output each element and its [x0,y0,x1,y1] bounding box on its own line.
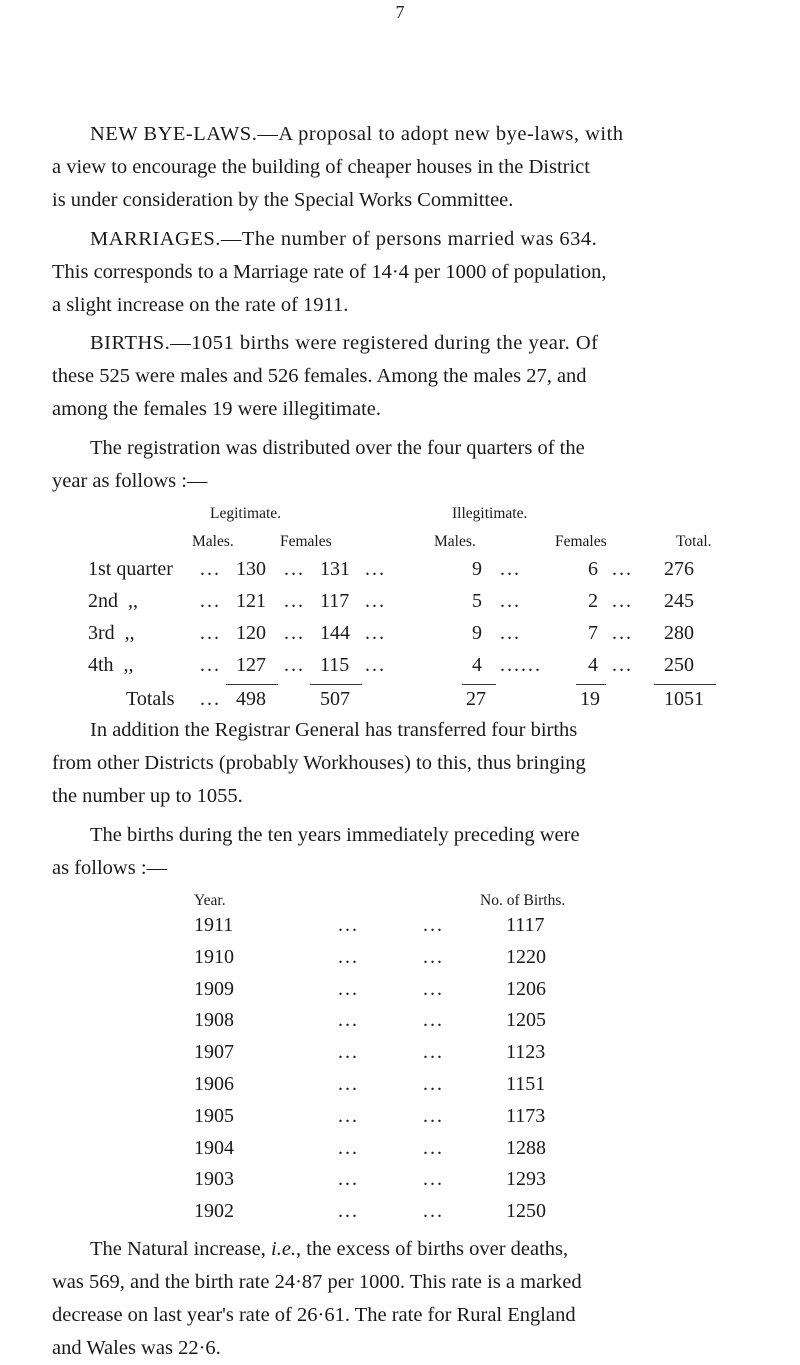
bye-laws-line-2: a view to encourage the building of cheaper houses in the District [52,156,590,178]
illegitimate-header: Illegitimate. [452,505,528,522]
leader-dots: ... [284,558,305,580]
leader-dots: ... [338,1200,359,1223]
leader-dots: ... [200,688,221,710]
totals-label: Totals [126,688,175,710]
ill-females-value: 6 [588,558,598,580]
births-value: 1250 [506,1200,546,1223]
leader-dots: ... [284,622,305,644]
year-value: 1904 [194,1136,234,1159]
leader-dots: ... [423,1136,444,1159]
ill-males-value: 4 [472,654,482,676]
ill-males-value: 9 [472,622,482,644]
leader-dots: ... [612,622,633,644]
leader-dots: ... [423,1073,444,1095]
births-value: 1293 [506,1168,546,1191]
leader-dots: ... [612,590,633,612]
ten-years-intro-line-1: The births during the ten years immediately preceding were [90,824,580,846]
natural-increase-line-3: decrease on last year's rate of 26·61. The rate for Rural England [52,1304,576,1326]
quarter-label: 3rd ,, [88,622,135,644]
quarter-label: 1st quarter [88,558,173,580]
leader-dots: ... [423,1009,444,1032]
births-line-3: among the females 19 were illegitimate. [52,398,382,420]
registration-intro-line-2: year as follows :— [52,470,208,492]
total-header: Total. [676,533,712,550]
ill-females-value: 2 [588,590,598,612]
total-value: 280 [664,622,694,644]
grand-total: 1051 [664,688,704,710]
quarter-label: 4th ,, [88,654,134,676]
leader-dots: ... [500,558,521,580]
leg-females-value: 131 [320,558,350,580]
leader-dots: ... [612,654,633,676]
leader-dots: ... [365,590,386,612]
births-value: 1206 [506,977,546,1000]
leg-males-value: 120 [236,622,266,644]
year-value: 1909 [194,977,234,1000]
marriages-line-2: This corresponds to a Marriage rate of 14·4 per 1000 of population, [52,261,607,283]
leg-males-header: Males. [192,533,234,550]
ill-males-total: 27 [466,688,486,710]
total-value: 250 [664,654,694,676]
leg-females-total: 507 [320,688,350,710]
leader-dots: ... [423,977,444,1000]
leader-dots: ... [612,558,633,580]
leader-dots: ... [338,1168,359,1191]
leader-dots: ... [338,914,359,936]
total-value: 245 [664,590,694,612]
leader-dots: ... [423,1041,444,1064]
year-header: Year. [194,892,226,909]
ill-females-value: 7 [588,622,598,644]
leader-dots: ... [200,590,221,612]
ill-females-total: 19 [580,688,600,710]
leg-males-value: 130 [236,558,266,580]
addition-line-3: the number up to 1055. [52,785,243,807]
natural-increase-line-2: was 569, and the birth rate 24·87 per 1000. This rate is a marked [52,1271,582,1293]
leg-males-value: 121 [236,590,266,612]
births-value: 1117 [506,914,545,936]
leader-dots: ... [365,654,386,676]
leader-dots: ... [500,622,521,644]
leader-dots: ...... [500,654,542,676]
natural-increase-paragraph [52,1233,752,1365]
births-line-2: these 525 were males and 526 females. Among the males 27, and [52,365,587,387]
leader-dots: ... [338,1073,359,1095]
year-value: 1903 [194,1168,234,1191]
ill-females-header: Females [555,533,607,550]
leader-dots: ... [338,1136,359,1159]
leg-females-header: Females [280,533,332,550]
leader-dots: ... [284,590,305,612]
registration-intro-line-1: The registration was distributed over the four quarters of the [90,437,585,459]
leader-dots: ... [365,558,386,580]
year-value: 1910 [194,945,234,968]
marriages-line-1: MARRIAGES.—The number of persons married was 634. [90,228,598,250]
natural-increase-line-4: and Wales was 22·6. [52,1337,221,1359]
births-header: No. of Births. [480,892,566,909]
leg-males-value: 127 [236,654,266,676]
natural-increase-line-1-text: The Natural increase, i.e., the excess of births over deaths, [90,1238,569,1260]
year-value: 1902 [194,1200,234,1223]
leader-dots: ... [200,622,221,644]
ill-females-value: 4 [588,654,598,676]
total-value: 276 [664,558,694,580]
year-value: 1908 [194,1009,234,1032]
year-value: 1905 [194,1104,234,1127]
leader-dots: ... [338,1009,359,1032]
leader-dots: ... [423,945,444,968]
leader-dots: ... [500,590,521,612]
leader-dots: ... [423,914,444,936]
natural-increase-line-1 [52,1233,752,1266]
year-value: 1907 [194,1041,234,1064]
leg-males-total: 498 [236,688,266,710]
births-value: 1151 [506,1073,546,1095]
ten-years-intro-line-2: as follows :— [52,857,168,879]
ill-males-header: Males. [434,533,476,550]
births-value: 1288 [506,1136,546,1159]
leg-females-value: 115 [320,654,350,676]
leader-dots: ... [338,977,359,1000]
legitimate-header: Legitimate. [210,505,282,522]
ill-males-value: 9 [472,558,482,580]
births-value: 1220 [506,945,546,968]
leader-dots: ... [365,622,386,644]
leader-dots: ... [200,654,221,676]
addition-line-2: from other Districts (probably Workhouses) to this, thus bringing [52,752,586,774]
bye-laws-line-3: is under consideration by the Special Works Committee. [52,189,514,211]
leader-dots: ... [423,1168,444,1191]
year-value: 1911 [194,914,234,936]
year-value: 1906 [194,1073,234,1095]
leader-dots: ... [338,945,359,968]
leader-dots: ... [423,1200,444,1223]
leader-dots: ... [284,654,305,676]
births-value: 1205 [506,1009,546,1032]
births-value: 1173 [506,1104,546,1127]
bye-laws-line-1: NEW BYE-LAWS.—A proposal to adopt new bye-laws, with [90,123,624,145]
marriages-line-3: a slight increase on the rate of 1911. [52,294,349,316]
ill-males-value: 5 [472,590,482,612]
births-line-1: BIRTHS.—1051 births were registered during the year. Of [90,332,599,354]
leader-dots: ... [423,1104,444,1127]
leader-dots: ... [338,1104,359,1127]
leg-females-value: 144 [320,622,350,644]
quarter-label: 2nd ,, [88,590,138,612]
page-number: 7 [395,2,405,22]
leader-dots: ... [338,1041,359,1064]
leader-dots: ... [200,558,221,580]
leg-females-value: 117 [320,590,350,612]
births-value: 1123 [506,1041,546,1064]
addition-line-1: In addition the Registrar General has transferred four births [90,719,578,741]
